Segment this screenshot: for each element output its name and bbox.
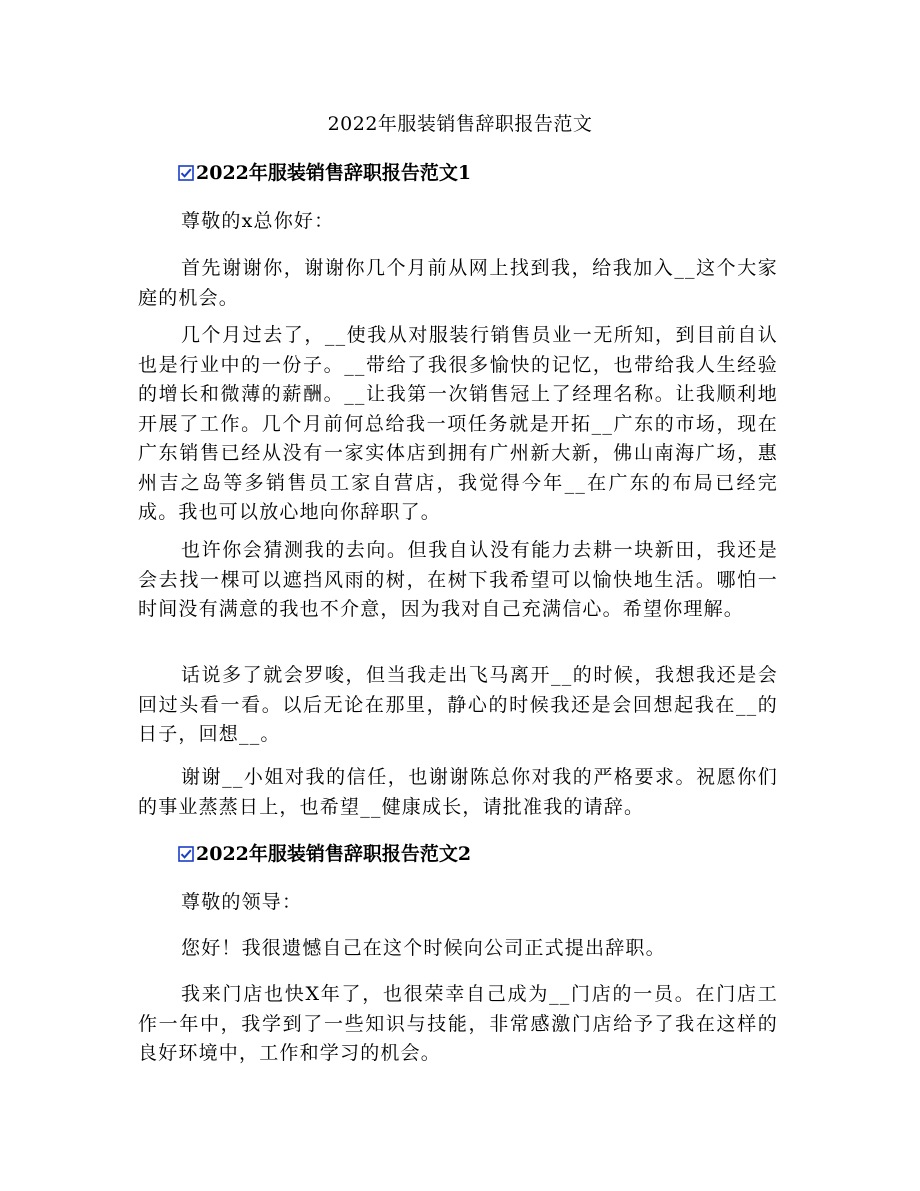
- paragraph: 几个月过去了，__使我从对服装行销售员业一无所知，到目前自认也是行业中的一份子。__带给了我很多愉快的记忆，也带给我人生经验的增长和微薄的薪酬。__让我第一次销售冠上了经理名称。让我顺利地开展了工作。几个月前何总给我一项任务就是开拓__广东的市场，现在广东销售已经从没有一家实体店到拥有广州新大新，佛山南海广场，惠州吉之岛等多销售员工家自营店，我觉得今年__在广东的布局已经完成。我也可以放心地向你辞职了。: [138, 324, 778, 523]
- section-heading-2: [178, 841, 471, 867]
- paragraph: 我来门店也快X年了，也很荣幸自己成为__门店的一员。在门店工作一年中，我学到了一些知识与技能，非常感激门店给予了我在这样的良好环境中，工作和学习的机会。: [138, 983, 778, 1064]
- document-title: 2022年服装销售辞职报告范文: [327, 113, 593, 135]
- paragraph: 话说多了就会罗唆，但当我走出飞马离开__的时候，我想我还是会回过头看一看。以后无论在那里，静心的时候我还是会回想起我在__的日子，回想__。: [138, 664, 778, 745]
- section-heading-text: 2022年服装销售辞职报告范文1: [196, 162, 472, 184]
- checkbox-checked-icon: [178, 165, 194, 181]
- checkbox-checked-icon: [178, 846, 194, 862]
- paragraph: 您好！我很遗憾自己在这个时候向公司正式提出辞职。: [181, 937, 666, 959]
- paragraph: 首先谢谢你，谢谢你几个月前从网上找到我，给我加入__这个大家庭的机会。: [138, 257, 778, 309]
- paragraph: 谢谢__小姐对我的信任，也谢谢陈总你对我的严格要求。祝愿你们的事业蒸蒸日上，也希望__健康成长，请批准我的请辞。: [138, 766, 778, 818]
- section-heading-1: [178, 160, 471, 186]
- paragraph-salutation: 尊敬的领导：: [181, 891, 303, 913]
- paragraph-salutation: 尊敬的x总你好：: [181, 210, 335, 232]
- section-heading-text: 2022年服装销售辞职报告范文2: [196, 843, 472, 865]
- paragraph: 也许你会猜测我的去向。但我自认没有能力去耕一块新田，我还是会去找一棵可以遮挡风雨的树，在树下我希望可以愉快地生活。哪怕一时间没有满意的我也不介意，因为我对自己充满信心。希望你理解。: [138, 539, 778, 620]
